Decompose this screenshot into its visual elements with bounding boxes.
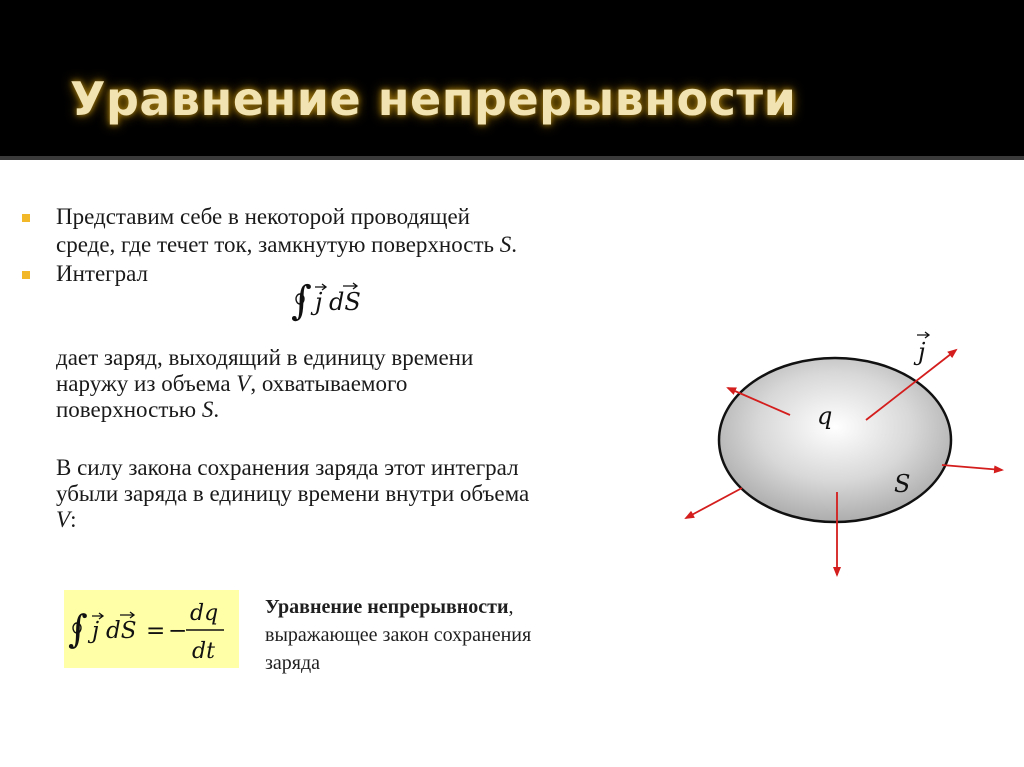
page-title: Уравнение непрерывности: [70, 72, 797, 126]
para1-line2: наружу из объема V, охватываемого: [56, 371, 408, 396]
svg-text:j: j: [92, 618, 100, 644]
svg-text:=: =: [146, 618, 166, 644]
closed-surface-diagram: [680, 320, 1010, 580]
charge-label: q: [817, 402, 833, 430]
continuity-equation-formula: [64, 590, 239, 668]
svg-text:dS: dS: [329, 288, 361, 316]
bullet-marker: [22, 214, 30, 222]
para1-line3: поверхностью S.: [56, 397, 220, 422]
caption-line3: заряда: [265, 652, 321, 674]
svg-text:dt: dt: [192, 639, 215, 664]
caption-line1: Уравнение непрерывности,: [265, 596, 514, 618]
bullet2-label: Интеграл: [56, 261, 148, 286]
svg-text:−: −: [168, 618, 188, 644]
bullet1-line2: среде, где течет ток, замкнутую поверхность S.: [56, 232, 518, 257]
svg-text:dS: dS: [106, 618, 137, 644]
caption-line2: выражающее закон сохранения: [265, 624, 532, 646]
surface-integral-formula: [291, 274, 381, 328]
title-divider: [0, 156, 1024, 160]
svg-text:j: j: [315, 288, 323, 316]
svg-text:∫: ∫: [68, 607, 88, 651]
para2-line1: В силу закона сохранения заряда этот интеграл: [56, 455, 519, 480]
para2-line2: убыли заряда в единицу времени внутри объема: [56, 481, 530, 506]
svg-text:∫: ∫: [291, 278, 312, 324]
bullet1-line1: Представим себе в некоторой проводящей: [56, 204, 470, 229]
surface-label: S: [894, 470, 911, 498]
vector-arrow-icon: [916, 330, 932, 340]
bullet-marker: [22, 271, 30, 279]
current-density-label: j: [918, 338, 926, 366]
para2-line3: V:: [56, 507, 77, 532]
svg-text:dq: dq: [190, 601, 219, 626]
para1-line1: дает заряд, выходящий в единицу времени: [56, 345, 474, 370]
